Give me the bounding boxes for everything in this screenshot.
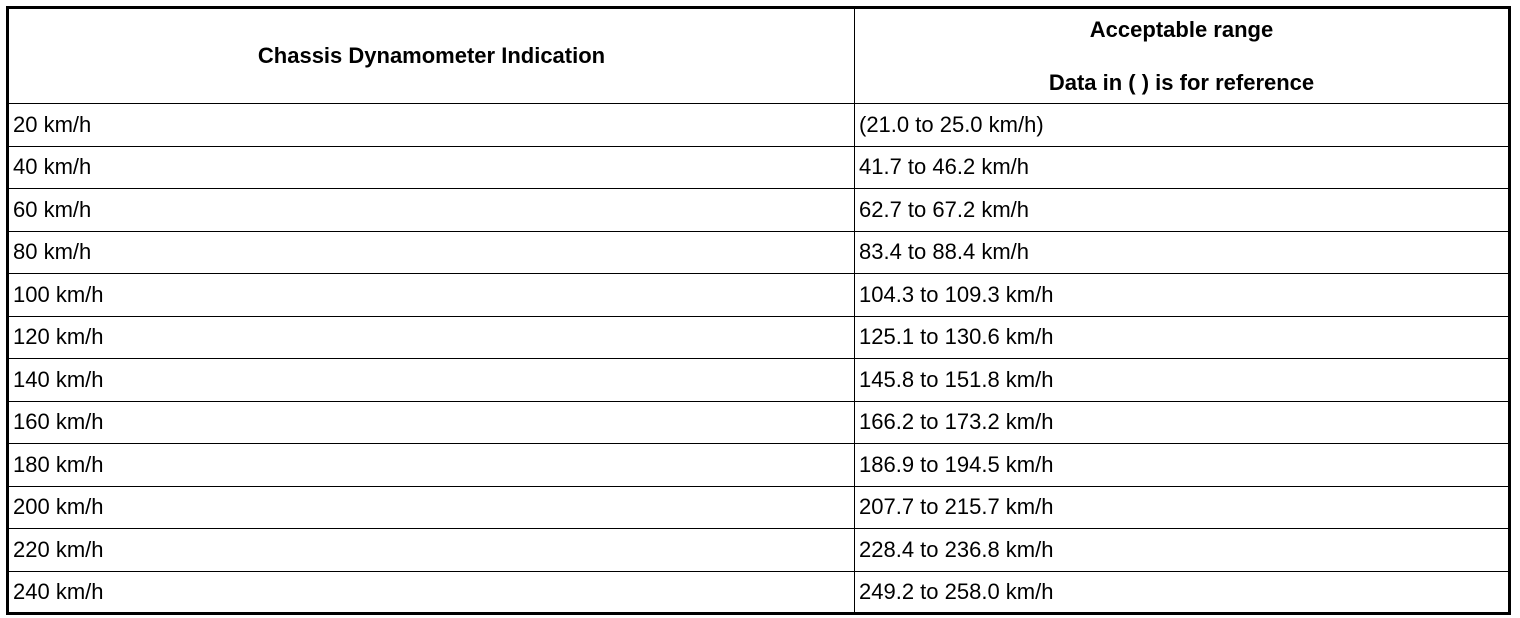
table-row (8, 189, 1510, 232)
indication-cell: 240 km/h (8, 571, 855, 614)
indication-cell: 100 km/h (8, 274, 855, 317)
indication-cell: 20 km/h (8, 104, 855, 147)
range-cell: 228.4 to 236.8 km/h (855, 529, 1510, 572)
range-cell: 125.1 to 130.6 km/h (855, 316, 1510, 359)
indication-cell: 140 km/h (8, 359, 855, 402)
table-row (8, 231, 1510, 274)
indication-cell: 220 km/h (8, 529, 855, 572)
table-row (8, 401, 1510, 444)
range-cell: (21.0 to 25.0 km/h) (855, 104, 1510, 147)
table-row (8, 274, 1510, 317)
table-row (8, 146, 1510, 189)
range-cell: 83.4 to 88.4 km/h (855, 231, 1510, 274)
range-cell: 207.7 to 215.7 km/h (855, 486, 1510, 529)
header-row (8, 8, 1510, 104)
indication-cell: 120 km/h (8, 316, 855, 359)
range-cell: 166.2 to 173.2 km/h (855, 401, 1510, 444)
header-acceptable-range (855, 8, 1510, 104)
indication-cell: 60 km/h (8, 189, 855, 232)
speedometer-spec-table (6, 6, 1511, 615)
range-cell: 145.8 to 151.8 km/h (855, 359, 1510, 402)
indication-cell: 200 km/h (8, 486, 855, 529)
table-row (8, 316, 1510, 359)
header-reference-note: Data in ( ) is for reference (1048, 69, 1315, 95)
table-row (8, 529, 1510, 572)
range-cell: 62.7 to 67.2 km/h (855, 189, 1510, 232)
range-cell: 186.9 to 194.5 km/h (855, 444, 1510, 487)
table-row (8, 444, 1510, 487)
table-row (8, 486, 1510, 529)
range-cell: 104.3 to 109.3 km/h (855, 274, 1510, 317)
table-row (8, 359, 1510, 402)
table-header (8, 8, 1510, 104)
table-body (8, 104, 1510, 614)
range-cell: 249.2 to 258.0 km/h (855, 571, 1510, 614)
range-cell: 41.7 to 46.2 km/h (855, 146, 1510, 189)
indication-cell: 160 km/h (8, 401, 855, 444)
table-row (8, 571, 1510, 614)
header-acceptable-range-title: Acceptable range (1089, 16, 1274, 42)
indication-cell: 180 km/h (8, 444, 855, 487)
indication-cell: 80 km/h (8, 231, 855, 274)
table-row (8, 104, 1510, 147)
header-dynamometer-indication: Chassis Dynamometer Indication (8, 8, 855, 104)
indication-cell: 40 km/h (8, 146, 855, 189)
